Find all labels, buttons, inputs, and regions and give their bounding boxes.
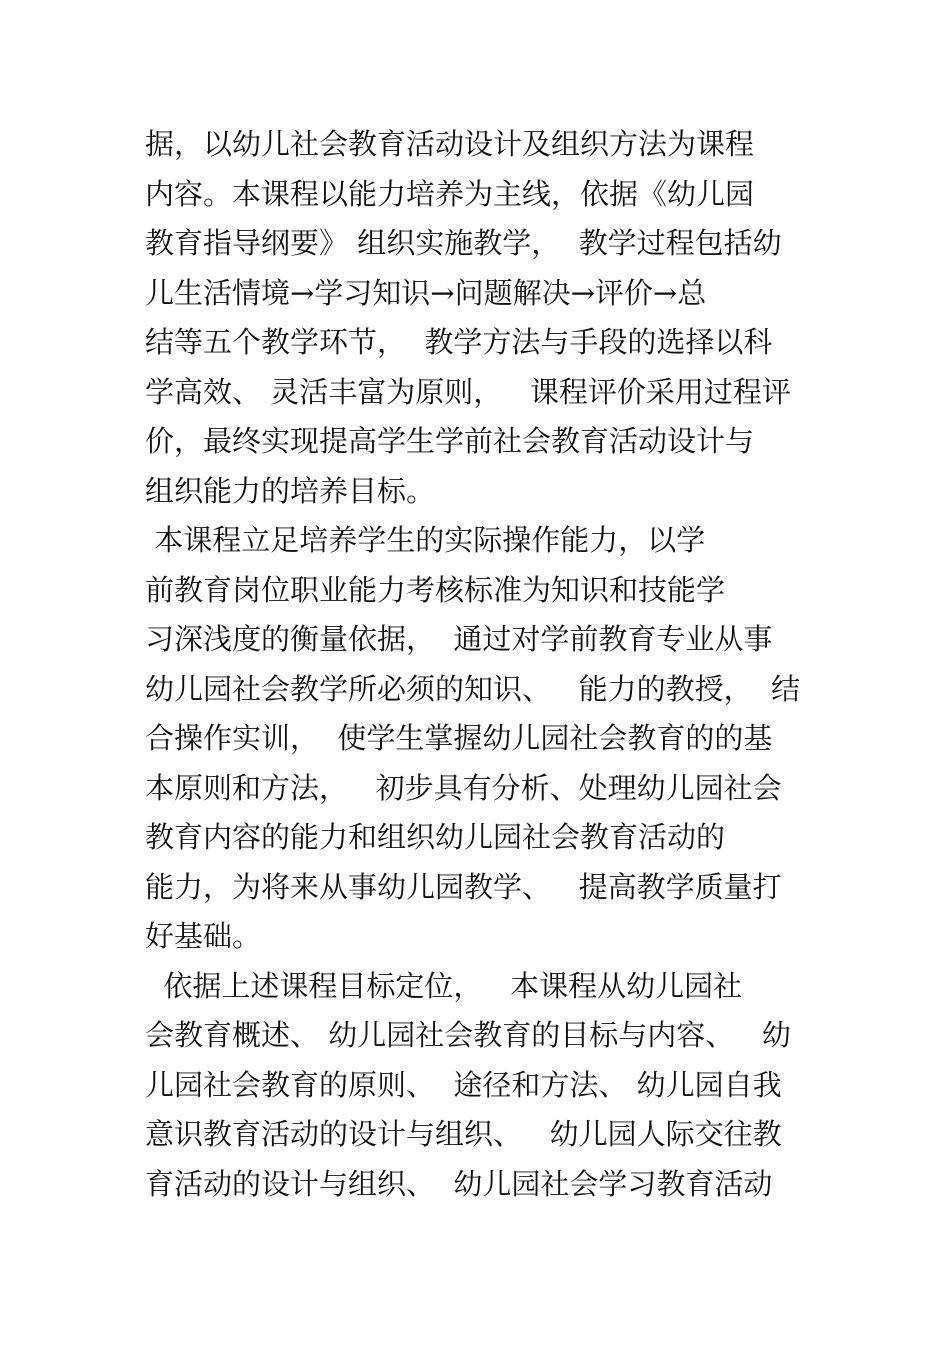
text-line: 依据上述课程目标定位， 本课程从幼儿园社	[145, 968, 743, 1003]
text-line: 价，最终实现提高学生学前社会教育活动设计与	[145, 424, 755, 458]
text-line: 本原则和方法， 初步具有分析、处理幼儿园社会	[145, 770, 782, 805]
text-line: 组织能力的培养目标。	[145, 473, 436, 508]
text-line: 据，以幼儿社会教育活动设计及组织方法为课程	[145, 127, 755, 161]
text-line: 学高效、 灵活丰富为原则， 课程评价采用过程评	[145, 374, 791, 409]
paragraph-3	[145, 962, 825, 1210]
text-line: 教育指导纲要》 组织实施教学， 教学过程包括幼	[145, 226, 782, 260]
text-line: 儿园社会教育的原则、 途径和方法、 幼儿园自我	[145, 1067, 782, 1102]
text-line: 本课程立足培养学生的实际操作能力，以学	[145, 523, 706, 557]
text-line: 结等五个教学环节， 教学方法与手段的选择以科	[145, 325, 773, 359]
text-line: 习深浅度的衡量依据， 通过对学前教育专业从事	[145, 622, 773, 656]
text-line: 前教育岗位职业能力考核标准为知识和技能学	[145, 572, 726, 607]
paragraph-2	[145, 516, 825, 962]
text-line: 儿生活情境→学习知识→问题解决→评价→总	[145, 275, 707, 310]
text-line: 育活动的设计与组织、 幼儿园社会学习教育活动	[145, 1166, 773, 1201]
text-line: 能力，为将来从事幼儿园教学、 提高教学质量打	[145, 869, 782, 904]
text-line: 意识教育活动的设计与组织、 幼儿园人际交往教	[145, 1117, 782, 1151]
text-line: 教育内容的能力和组织幼儿园社会教育活动的	[145, 820, 726, 854]
text-line: 幼儿园社会教学所必须的知识、 能力的教授， 结	[145, 671, 801, 706]
text-line: 好基础。	[145, 919, 262, 953]
text-line: 会教育概述、 幼儿园社会教育的目标与内容、 幼	[145, 1018, 791, 1052]
text-line: 合操作实训， 使学生掌握幼儿园社会教育的的基	[145, 721, 773, 755]
text-line: 内容。本课程以能力培养为主线，依据《幼儿园	[145, 176, 755, 211]
body-text	[145, 120, 825, 1209]
paragraph-1	[145, 120, 825, 516]
